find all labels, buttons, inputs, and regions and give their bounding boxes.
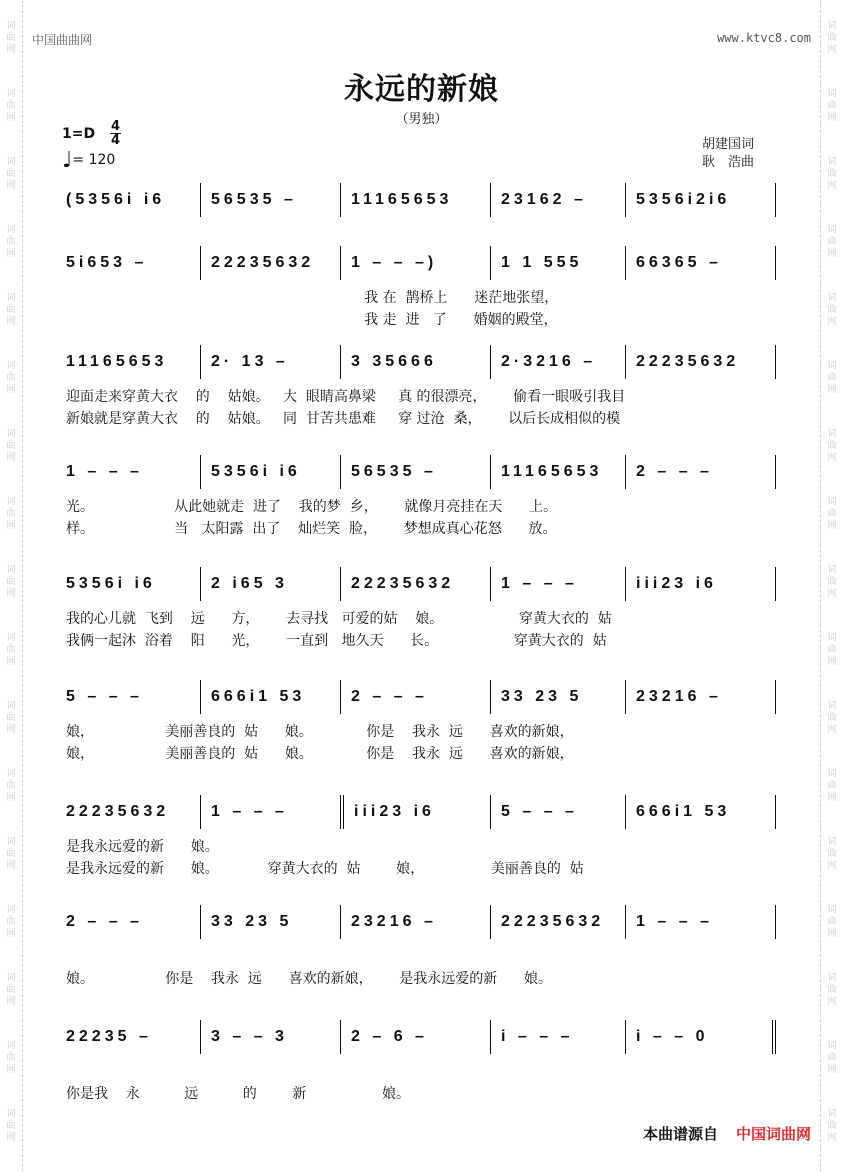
site-url[interactable]: www.ktvc8.com — [717, 31, 811, 45]
measure: 3 – – 3 — [200, 1020, 340, 1054]
measure: 1 – – – — [66, 463, 143, 480]
notation-staff — [60, 905, 776, 939]
measure: iii23 i6 — [340, 795, 490, 829]
measure: 22235 – — [66, 1028, 152, 1045]
measure: 23162 – — [490, 183, 625, 217]
tempo-marking — [62, 148, 116, 173]
right-watermark-strip — [820, 0, 843, 1172]
notation-staff — [60, 795, 776, 829]
time-signature — [110, 120, 121, 147]
lyric-line: 我 在 鹊桥上 迷茫地张望， — [66, 290, 559, 306]
lyric-line: 我俩一起沐 浴着 阳 光， 一直到 地久天 长。 穿黄大衣的 姑 — [66, 633, 607, 649]
watermark-text: 词 曲 网 — [6, 497, 16, 531]
watermark-text: 词 曲 网 — [6, 1109, 16, 1143]
measure: 11165653 — [66, 353, 168, 370]
watermark-text: 词 曲 网 — [6, 89, 16, 123]
measure: 23216 – — [340, 905, 490, 939]
measure: 11165653 — [340, 183, 490, 217]
measure: 1 – – – — [625, 905, 776, 939]
watermark-text: 词 曲 网 — [827, 225, 837, 259]
watermark-text: 词 曲 网 — [827, 633, 837, 667]
measure: 22235632 — [340, 567, 490, 601]
measure: 666i1 53 — [200, 680, 340, 714]
watermark-text: 词 曲 网 — [827, 973, 837, 1007]
measure: 2 – 6 – — [340, 1020, 490, 1054]
measure: 5356i i6 — [200, 455, 340, 489]
measure: 22235632 — [490, 905, 625, 939]
watermark-text: 词 曲 网 — [827, 701, 837, 735]
composer: 耿 浩曲 — [702, 155, 755, 170]
key-signature: 1=D — [62, 126, 96, 142]
lyric-line: 你是我 永 远 的 新 娘。 — [66, 1086, 411, 1102]
watermark-text: 词 曲 网 — [827, 89, 837, 123]
lyricist: 胡建国词 — [702, 137, 755, 152]
watermark-text: 词 曲 网 — [827, 1109, 837, 1143]
measure: (5356i i6 — [66, 191, 166, 208]
watermark-text: 词 曲 网 — [827, 769, 837, 803]
watermark-text: 词 曲 网 — [6, 905, 16, 939]
measure: 33 23 5 — [490, 680, 625, 714]
measure: iii23 i6 — [625, 567, 776, 601]
measure: 56535 – — [200, 183, 340, 217]
watermark-text: 词 曲 网 — [827, 293, 837, 327]
watermark-text: 词 曲 网 — [827, 21, 837, 55]
measure: 11165653 — [490, 455, 625, 489]
watermark-text: 词 曲 网 — [6, 837, 16, 871]
song-title: 永远的新娘 — [344, 72, 499, 107]
measure: 22235632 — [200, 246, 340, 280]
measure: i – – 0 — [625, 1020, 776, 1054]
lyric-line: 是我永远爱的新 娘。 穿黄大衣的 姑 娘， 美丽善良的 姑 — [66, 861, 584, 877]
measure: 23216 – — [625, 680, 776, 714]
watermark-text: 词 曲 网 — [6, 429, 16, 463]
measure: 1 – – – — [200, 795, 340, 829]
watermark-text: 词 曲 网 — [6, 973, 16, 1007]
measure: 5 – – – — [490, 795, 625, 829]
site-name-left: 中国曲曲网 — [32, 33, 93, 47]
watermark-text: 词 曲 网 — [827, 497, 837, 531]
credits — [702, 136, 754, 172]
measure: 3 35666 — [340, 345, 490, 379]
measure: 5 – – – — [66, 688, 143, 705]
measure: 56535 – — [340, 455, 490, 489]
watermark-text: 词 曲 网 — [6, 157, 16, 191]
footer-brand[interactable]: 中国词曲网 — [735, 1125, 811, 1143]
footer-label: 本曲谱源自 — [642, 1125, 718, 1143]
watermark-text: 词 曲 网 — [6, 1041, 16, 1075]
quarter-note-icon: ♩ — [62, 148, 73, 173]
watermark-text: 词 曲 网 — [827, 565, 837, 599]
measure: 66365 – — [625, 246, 776, 280]
measure: 1 1 555 — [490, 246, 625, 280]
lyric-line: 娘， 美丽善良的 姑 娘。 你是 我永 远 喜欢的新娘， — [66, 746, 574, 762]
watermark-text: 词 曲 网 — [6, 293, 16, 327]
time-signature-top: 4 — [110, 119, 121, 134]
measure: 666i1 53 — [625, 795, 776, 829]
lyric-line: 娘， 美丽善良的 姑 娘。 你是 我永 远 喜欢的新娘， — [66, 724, 574, 740]
measure: 5356i2i6 — [625, 183, 776, 217]
watermark-text: 词 曲 网 — [827, 837, 837, 871]
notation-staff — [60, 183, 776, 217]
measure: i – – – — [490, 1020, 625, 1054]
lyric-line: 光。 从此她就走 进了 我的梦 乡， 就像月亮挂在天 上。 — [66, 499, 558, 515]
footer — [643, 1123, 811, 1144]
watermark-text: 词 曲 网 — [6, 21, 16, 55]
measure: 2 – – – — [340, 680, 490, 714]
lyric-line: 我 走 进 了 婚姻的殿堂， — [66, 312, 558, 328]
watermark-text: 词 曲 网 — [6, 225, 16, 259]
measure: 1 – – – — [490, 567, 625, 601]
measure: 2· 13 – — [200, 345, 340, 379]
notation-staff — [60, 455, 776, 489]
left-watermark-strip — [0, 0, 23, 1172]
watermark-text: 词 曲 网 — [6, 633, 16, 667]
notation-staff — [60, 567, 776, 601]
lyric-line: 迎面走来穿黄大衣 的 姑娘。 大 眼睛高鼻梁 真 的很漂亮， 偷看一眼吸引我目 — [66, 389, 626, 405]
watermark-text: 词 曲 网 — [6, 565, 16, 599]
lyric-line: 是我永远爱的新 娘。 — [66, 839, 219, 855]
notation-staff — [60, 680, 776, 714]
watermark-text: 词 曲 网 — [827, 157, 837, 191]
watermark-text: 词 曲 网 — [6, 769, 16, 803]
measure: 22235632 — [66, 803, 170, 820]
measure: 2 i65 3 — [200, 567, 340, 601]
measure: 2·3216 – — [490, 345, 625, 379]
song-subtitle: （男独） — [395, 112, 448, 127]
time-signature-bottom: 4 — [110, 133, 121, 148]
measure: 1 – – –) — [340, 246, 490, 280]
lyric-line: 样。 当 太阳露 出了 灿烂笑 脸， 梦想成真心花怒 放。 — [66, 521, 557, 537]
lyric-line: 娘。 你是 我永 远 喜欢的新娘， 是我永远爱的新 娘。 — [66, 971, 553, 987]
watermark-text: 词 曲 网 — [827, 1041, 837, 1075]
measure: 2 – – – — [66, 913, 143, 930]
measure: 33 23 5 — [200, 905, 340, 939]
watermark-text: 词 曲 网 — [827, 905, 837, 939]
watermark-text: 词 曲 网 — [827, 429, 837, 463]
lyric-line: 新娘就是穿黄大衣 的 姑娘。 同 甘苦共患难 穿 过沧 桑， 以后长成相似的模 — [66, 411, 621, 427]
notation-staff — [60, 1020, 776, 1054]
tempo-value: = 120 — [72, 152, 116, 168]
watermark-text: 词 曲 网 — [6, 701, 16, 735]
measure: 22235632 — [625, 345, 776, 379]
watermark-text: 词 曲 网 — [6, 361, 16, 395]
lyric-line: 我的心儿就 飞到 远 方， 去寻找 可爱的姑 娘。 穿黄大衣的 姑 — [66, 611, 612, 627]
watermark-text: 词 曲 网 — [827, 361, 837, 395]
notation-staff — [60, 246, 776, 280]
measure: 5i653 – — [66, 254, 148, 271]
measure: 5356i i6 — [66, 575, 156, 592]
measure: 2 – – – — [625, 455, 776, 489]
notation-staff — [60, 345, 776, 379]
